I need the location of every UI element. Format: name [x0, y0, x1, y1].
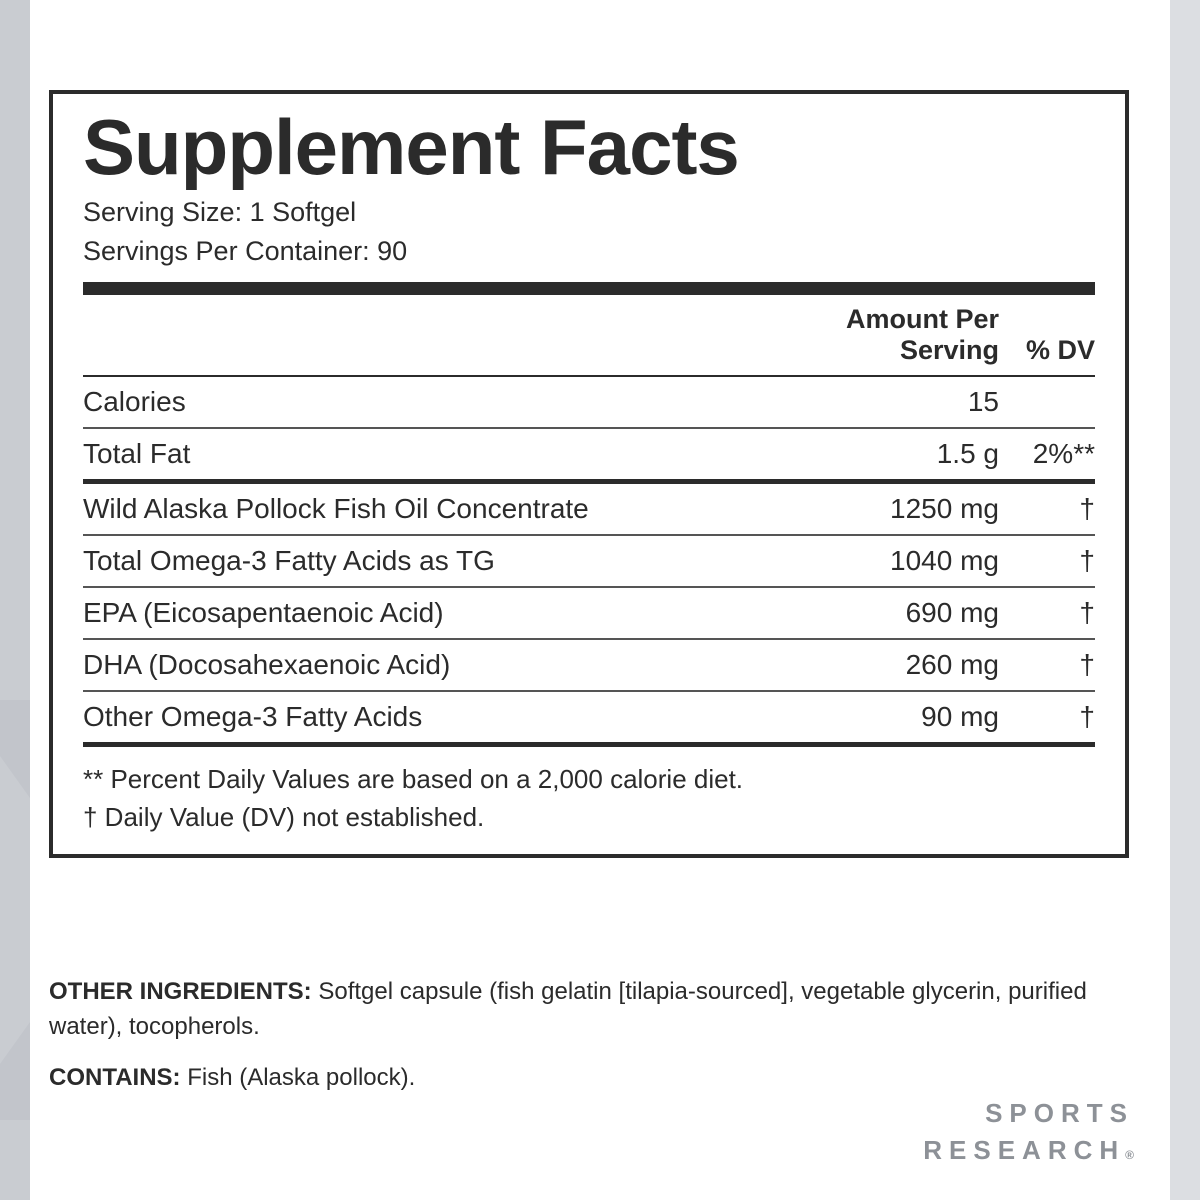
row-dv: † — [999, 691, 1095, 742]
contains-label: CONTAINS: — [49, 1063, 181, 1091]
row-amount: 1250 mg — [890, 493, 999, 525]
brand-line-research — [923, 1132, 1134, 1170]
row-name: Calories — [83, 386, 186, 418]
brand-logo — [923, 1095, 1134, 1170]
other-ingredients-text: Softgel capsule (fish gelatin [tilapia-sourced], vegetable glycerin, purified water), tocopherols. — [49, 978, 1087, 1040]
row-amount: 15 — [967, 386, 999, 418]
row-amount: 1.5 g — [789, 428, 999, 479]
row-dv: † — [999, 639, 1095, 691]
contains-line — [49, 1061, 1114, 1096]
table-row — [83, 535, 1095, 587]
footnote-dagger: † Daily Value (DV) not established. — [83, 801, 485, 832]
divider-medium-bottom — [83, 742, 1095, 747]
nutrition-table — [83, 295, 1095, 375]
row-amount: 260 mg — [789, 639, 999, 691]
contains-text: Fish (Alaska pollock). — [180, 1063, 416, 1091]
footnote-daily-value: ** Percent Daily Values are based on a 2,000 calorie diet. — [83, 764, 744, 795]
table-row — [83, 691, 1095, 742]
header-percent-dv: % DV — [1025, 335, 1095, 366]
table-row — [83, 428, 1095, 479]
table-row — [83, 377, 1095, 428]
brand-line-sports: SPORTS — [985, 1097, 1134, 1128]
serving-size: Serving Size: 1 Softgel — [83, 197, 357, 228]
other-ingredients-section — [49, 975, 1114, 1111]
row-name: Total Fat — [83, 428, 789, 479]
nutrition-rows-primary — [83, 377, 1095, 479]
row-amount: 90 mg — [789, 691, 999, 742]
row-amount: 690 mg — [789, 587, 999, 639]
row-dv: † — [999, 535, 1095, 587]
row-dv: 2%** — [999, 428, 1095, 479]
divider-thick-top — [83, 282, 1095, 295]
other-ingredients-label: OTHER INGREDIENTS: — [49, 978, 312, 1005]
row-amount: 1040 mg — [789, 535, 999, 587]
brand-research-text: RESEARCH — [923, 1135, 1126, 1166]
header-amount-per-serving: Amount Per Serving — [845, 304, 999, 366]
servings-per-container: Servings Per Container: 90 — [83, 235, 408, 266]
white-card — [30, 0, 1170, 1200]
footnotes — [83, 761, 1095, 836]
row-name: EPA (Eicosapentaenoic Acid) — [83, 587, 789, 639]
row-name: Wild Alaska Pollock Fish Oil Concentrate — [83, 493, 589, 525]
row-name: DHA (Docosahexaenoic Acid) — [83, 639, 789, 691]
row-dv — [999, 377, 1095, 428]
nutrition-rows-omega — [83, 484, 1095, 742]
table-header-row — [83, 295, 1095, 375]
supplement-facts-box — [49, 90, 1129, 858]
registered-trademark-icon: ® — [1125, 1148, 1134, 1163]
table-row — [83, 639, 1095, 691]
table-row — [83, 587, 1095, 639]
page-title: Supplement Facts — [83, 103, 739, 191]
other-ingredients-line — [49, 975, 1114, 1045]
row-dv: † — [999, 587, 1095, 639]
table-row — [83, 484, 1095, 535]
row-name: Other Omega-3 Fatty Acids — [83, 691, 789, 742]
row-name: Total Omega-3 Fatty Acids as TG — [83, 535, 789, 587]
header-blank — [83, 295, 789, 375]
row-dv: † — [1079, 493, 1095, 525]
